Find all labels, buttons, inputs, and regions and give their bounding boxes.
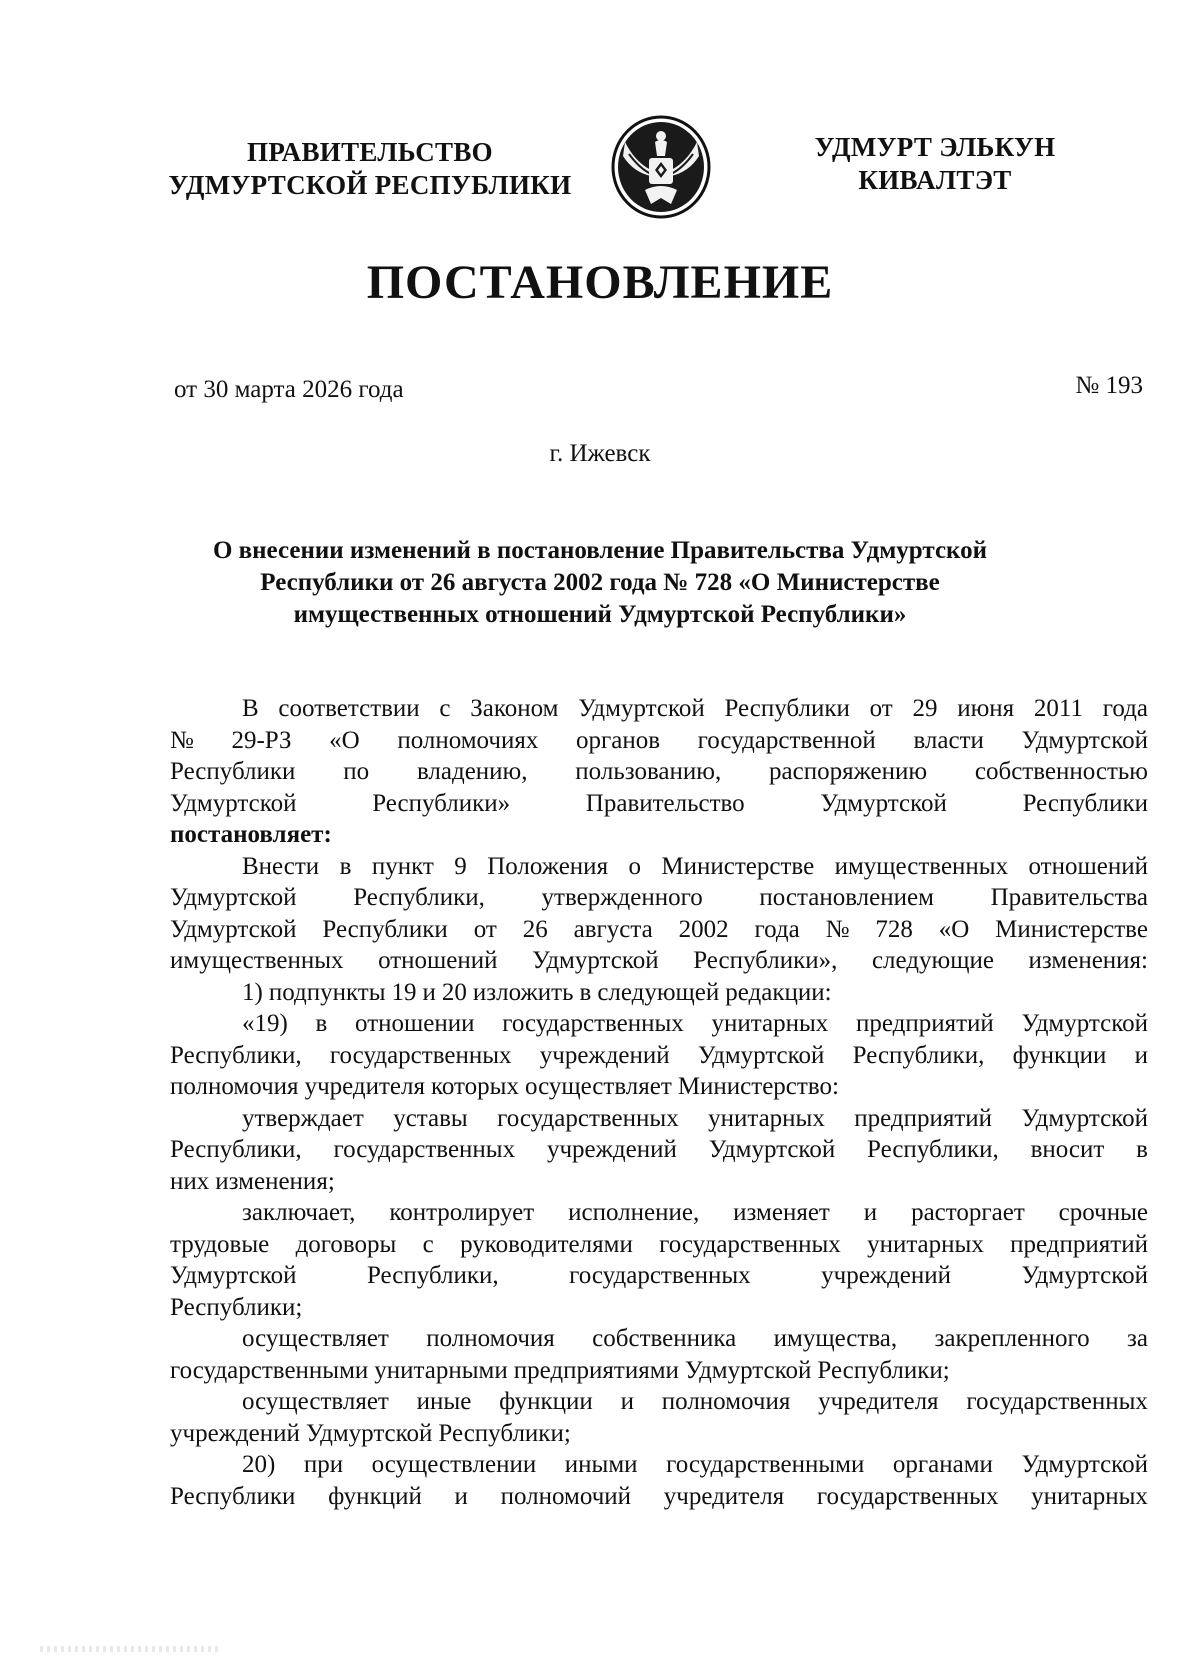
body-word: «О bbox=[938, 915, 970, 943]
body-word: В bbox=[242, 695, 259, 722]
body-line bbox=[170, 1418, 1148, 1450]
government-name-line: ПРАВИТЕЛЬСТВО bbox=[247, 137, 493, 167]
body-line bbox=[170, 1071, 1148, 1103]
body-word: утвержденного bbox=[541, 884, 703, 911]
body-word: расторгает bbox=[911, 1199, 1025, 1226]
body-word: осуществлении bbox=[371, 1451, 537, 1478]
body-word: учреждений bbox=[546, 1136, 677, 1163]
body-line bbox=[170, 788, 1148, 820]
body-word: и bbox=[422, 978, 436, 1006]
subject-line: имущественных отношений Удмуртской Республики» bbox=[293, 601, 907, 628]
document-number: № 193 bbox=[1075, 372, 1143, 399]
body-word: «О bbox=[329, 726, 360, 754]
body-word: государственных bbox=[502, 1010, 684, 1037]
body-line bbox=[170, 1386, 1148, 1418]
body-line bbox=[170, 977, 1148, 1009]
body-word: Республики bbox=[1022, 789, 1148, 817]
government-name-line: УДМУРТСКОЙ РЕСПУБЛИКИ bbox=[168, 170, 572, 200]
body-word: 20 bbox=[441, 978, 467, 1006]
body-word: унитарными bbox=[374, 1356, 508, 1384]
body-word: в bbox=[1136, 1136, 1148, 1163]
body-word: унитарных bbox=[1031, 1482, 1148, 1510]
body-word: Удмуртской bbox=[532, 947, 659, 974]
body-word: собственностью bbox=[974, 758, 1148, 785]
document-city: г. Ижевск bbox=[549, 440, 651, 467]
body-word: предприятий bbox=[854, 1104, 993, 1132]
body-word: государственных bbox=[966, 1388, 1148, 1415]
body-word: Республики», bbox=[693, 947, 838, 974]
body-word: 728 bbox=[875, 915, 913, 943]
body-word: следующие bbox=[871, 947, 994, 974]
body-word: Удмуртской bbox=[1021, 1262, 1148, 1289]
body-line bbox=[170, 1008, 1148, 1040]
body-line bbox=[170, 1449, 1148, 1481]
body-word: трудовые bbox=[170, 1230, 270, 1258]
body-word: Удмуртской bbox=[170, 915, 297, 943]
body-word: изложить bbox=[472, 978, 574, 1006]
body-word: 29 bbox=[912, 695, 938, 722]
body-word: 29-РЗ bbox=[231, 726, 292, 754]
body-word: Министерство: bbox=[677, 1073, 839, 1100]
body-word: подпункты bbox=[268, 978, 386, 1006]
body-word: пункт bbox=[371, 852, 434, 880]
body-word: изменения; bbox=[215, 1167, 335, 1195]
body-line bbox=[170, 1166, 1148, 1198]
body-word: распоряжению bbox=[769, 758, 928, 785]
body-word: Удмуртской bbox=[578, 695, 705, 722]
body-word: Удмуртской bbox=[170, 884, 297, 911]
body-word: Положения bbox=[487, 852, 609, 880]
body-word: изменения: bbox=[1028, 947, 1148, 974]
body-word: полномочия bbox=[170, 1073, 299, 1100]
body-word: унитарных bbox=[708, 1104, 825, 1132]
body-word: Удмуртской bbox=[697, 1041, 825, 1069]
body-word: Республики; bbox=[170, 1293, 303, 1321]
body-line bbox=[170, 1323, 1148, 1355]
body-word: № bbox=[170, 726, 194, 754]
body-word: учредителя bbox=[818, 1388, 939, 1415]
body-word: функции bbox=[499, 1388, 593, 1415]
body-word: срочные bbox=[1058, 1199, 1148, 1226]
body-word: учредителя bbox=[304, 1073, 425, 1100]
body-word: унитарных bbox=[867, 1230, 984, 1258]
body-word: от bbox=[473, 915, 497, 943]
body-word: осуществляет bbox=[524, 1073, 672, 1100]
body-word: соответствии bbox=[278, 695, 420, 722]
body-word: руководителями bbox=[460, 1230, 633, 1258]
body-line bbox=[170, 851, 1148, 883]
body-word: Республики, bbox=[170, 1041, 302, 1069]
body-word: Удмуртской bbox=[170, 1262, 297, 1289]
body-word: 9 bbox=[454, 852, 467, 880]
body-word: 19 bbox=[391, 978, 417, 1006]
body-word: № bbox=[825, 915, 850, 943]
body-line bbox=[170, 1134, 1148, 1166]
coat-of-arms-icon bbox=[605, 112, 717, 220]
document-body bbox=[170, 693, 1148, 1512]
body-word: функций bbox=[328, 1482, 422, 1510]
scan-artifact bbox=[40, 1646, 220, 1652]
body-word: Законом bbox=[470, 695, 559, 722]
body-word: государственных bbox=[816, 1482, 999, 1510]
body-line bbox=[170, 1197, 1148, 1229]
body-line bbox=[170, 914, 1148, 946]
body-word: предприятий bbox=[855, 1010, 994, 1037]
body-line bbox=[170, 756, 1148, 788]
body-word: учреждений bbox=[539, 1041, 670, 1069]
body-line bbox=[170, 882, 1148, 914]
body-word: полномочия bbox=[426, 1325, 555, 1352]
body-word: Республики; bbox=[817, 1356, 950, 1384]
body-word: 26 bbox=[522, 915, 548, 943]
document-type-title: ПОСТАНОВЛЕНИЕ bbox=[366, 256, 834, 309]
body-word: Правительство bbox=[585, 789, 745, 817]
body-word: при bbox=[303, 1451, 344, 1478]
body-word: пользованию, bbox=[575, 758, 722, 785]
body-word: государственными bbox=[666, 1451, 865, 1478]
document-date: от 30 марта 2026 года bbox=[174, 376, 404, 403]
body-word: органами bbox=[892, 1451, 993, 1478]
body-word: в bbox=[579, 978, 592, 1006]
body-word: июня bbox=[957, 695, 1015, 722]
body-word: функции bbox=[1012, 1041, 1107, 1069]
government-name-line: КИВАЛТЭТ bbox=[858, 165, 1012, 195]
body-word: вносит bbox=[1030, 1136, 1105, 1163]
body-line bbox=[170, 1292, 1148, 1324]
body-word: Республики bbox=[170, 758, 296, 785]
body-word: имущества, bbox=[773, 1325, 898, 1352]
body-word: и bbox=[863, 1199, 878, 1226]
body-word: государственных bbox=[497, 1104, 679, 1132]
body-word: государственных bbox=[333, 1136, 516, 1163]
body-line bbox=[170, 1481, 1148, 1513]
subject-line: О внесении изменений в постановление Правительства Удмуртской bbox=[212, 537, 988, 564]
body-word: и bbox=[620, 1388, 634, 1415]
body-word: Республики; bbox=[438, 1419, 571, 1447]
body-word: 1) bbox=[242, 978, 263, 1006]
body-word: власти bbox=[913, 726, 984, 754]
body-word: в bbox=[315, 1010, 328, 1037]
body-word: Республики, bbox=[867, 1136, 999, 1163]
body-word: закрепленного bbox=[934, 1325, 1090, 1352]
body-word: 20) bbox=[242, 1451, 276, 1478]
body-line bbox=[170, 819, 1148, 851]
body-line bbox=[170, 945, 1148, 977]
body-word: Республики, bbox=[852, 1041, 985, 1069]
body-word: в bbox=[339, 852, 352, 880]
body-word: учреждений bbox=[821, 1262, 952, 1289]
body-word: Удмуртской bbox=[684, 1356, 812, 1384]
body-word: с bbox=[439, 695, 451, 722]
body-word: государственными bbox=[170, 1356, 369, 1384]
body-word: осуществляет bbox=[242, 1325, 389, 1352]
body-word: владению, bbox=[416, 758, 528, 785]
body-word: года bbox=[754, 915, 800, 943]
body-word: Удмуртской bbox=[708, 1136, 836, 1163]
body-word: Республики» bbox=[372, 789, 511, 817]
body-word: них bbox=[170, 1167, 210, 1195]
body-line bbox=[170, 1260, 1148, 1292]
body-word: контролирует bbox=[389, 1199, 535, 1226]
body-word: «19) bbox=[242, 1010, 288, 1037]
body-word: года bbox=[1102, 695, 1148, 722]
body-word: предприятиями bbox=[513, 1356, 679, 1384]
body-word: от bbox=[869, 695, 893, 722]
body-word: постановлением bbox=[759, 884, 934, 911]
body-word: утверждает bbox=[242, 1104, 364, 1132]
body-word: Удмуртской bbox=[305, 1419, 433, 1447]
body-word: 2002 bbox=[678, 915, 729, 943]
body-word: постановляет: bbox=[170, 821, 332, 848]
body-word: по bbox=[343, 758, 370, 785]
government-name-ru bbox=[150, 136, 590, 202]
body-word: августа bbox=[573, 915, 653, 943]
body-word: отношений bbox=[1028, 852, 1148, 880]
body-word: с bbox=[422, 1230, 434, 1258]
body-word: предприятий bbox=[1010, 1230, 1148, 1258]
body-word: Республики bbox=[724, 695, 850, 722]
body-word: имущественных bbox=[170, 947, 344, 974]
government-name-line: УДМУРТ ЭЛЬКУН bbox=[814, 132, 1056, 162]
body-word: Министерстве bbox=[995, 915, 1148, 943]
body-word: полномочия bbox=[661, 1388, 791, 1415]
body-word: Удмуртской bbox=[1021, 1104, 1148, 1132]
body-word: и bbox=[1134, 1041, 1148, 1069]
body-word: Республики bbox=[322, 915, 448, 943]
body-word: имущественных bbox=[834, 852, 1009, 880]
government-name-udm bbox=[800, 131, 1070, 197]
body-word: государственных bbox=[659, 1230, 841, 1258]
body-word: государственной bbox=[697, 726, 876, 754]
body-word: Удмуртской bbox=[170, 789, 297, 817]
body-word: собственника bbox=[592, 1325, 737, 1352]
body-word: Республики, bbox=[170, 1136, 302, 1163]
body-word: следующей bbox=[597, 978, 720, 1006]
body-word: отношений bbox=[378, 947, 498, 974]
body-word: унитарных bbox=[711, 1010, 829, 1037]
body-word: исполнение, bbox=[568, 1199, 700, 1226]
body-word: Республики bbox=[170, 1482, 296, 1510]
subject-line: Республики от 26 августа 2002 года № 728 «О Министерстве bbox=[260, 569, 940, 596]
body-word: о bbox=[628, 852, 641, 880]
body-word: государственных bbox=[569, 1262, 751, 1289]
body-word: Удмуртской bbox=[820, 789, 947, 817]
body-line bbox=[170, 1355, 1148, 1387]
body-word: отношении bbox=[355, 1010, 475, 1037]
body-word: Удмуртской bbox=[1021, 1010, 1148, 1037]
body-line bbox=[170, 1040, 1148, 1072]
body-word: учреждений bbox=[170, 1419, 300, 1447]
body-word: Правительства bbox=[990, 884, 1148, 911]
body-word: договоры bbox=[295, 1230, 397, 1258]
body-word: уставы bbox=[393, 1104, 468, 1132]
body-word: государственных bbox=[329, 1041, 512, 1069]
body-word: иными bbox=[564, 1451, 638, 1478]
body-word: полномочий bbox=[500, 1482, 632, 1510]
body-word: учредителя bbox=[663, 1482, 785, 1510]
body-word: Республики, bbox=[366, 1262, 499, 1289]
body-word: Республики, bbox=[353, 884, 485, 911]
body-word: Министерстве bbox=[661, 852, 815, 880]
body-word: Удмуртской bbox=[1021, 726, 1148, 754]
body-word: Внести bbox=[242, 852, 320, 880]
body-line bbox=[170, 725, 1148, 757]
body-line bbox=[170, 1103, 1148, 1135]
body-word: иные bbox=[416, 1388, 472, 1415]
body-word: полномочиях bbox=[397, 726, 539, 754]
body-line bbox=[170, 693, 1148, 725]
body-line bbox=[170, 1229, 1148, 1261]
document-subject bbox=[150, 535, 1050, 631]
body-word: изменяет bbox=[733, 1199, 830, 1226]
body-word: Удмуртской bbox=[1021, 1451, 1148, 1478]
body-word: органов bbox=[575, 726, 661, 754]
body-word: осуществляет bbox=[242, 1388, 389, 1415]
body-word: редакции: bbox=[725, 978, 832, 1006]
body-word: и bbox=[454, 1482, 468, 1510]
body-word: за bbox=[1126, 1325, 1148, 1352]
body-word: которых bbox=[431, 1073, 519, 1100]
body-word: 2011 bbox=[1033, 695, 1083, 722]
body-word: заключает, bbox=[242, 1199, 356, 1226]
